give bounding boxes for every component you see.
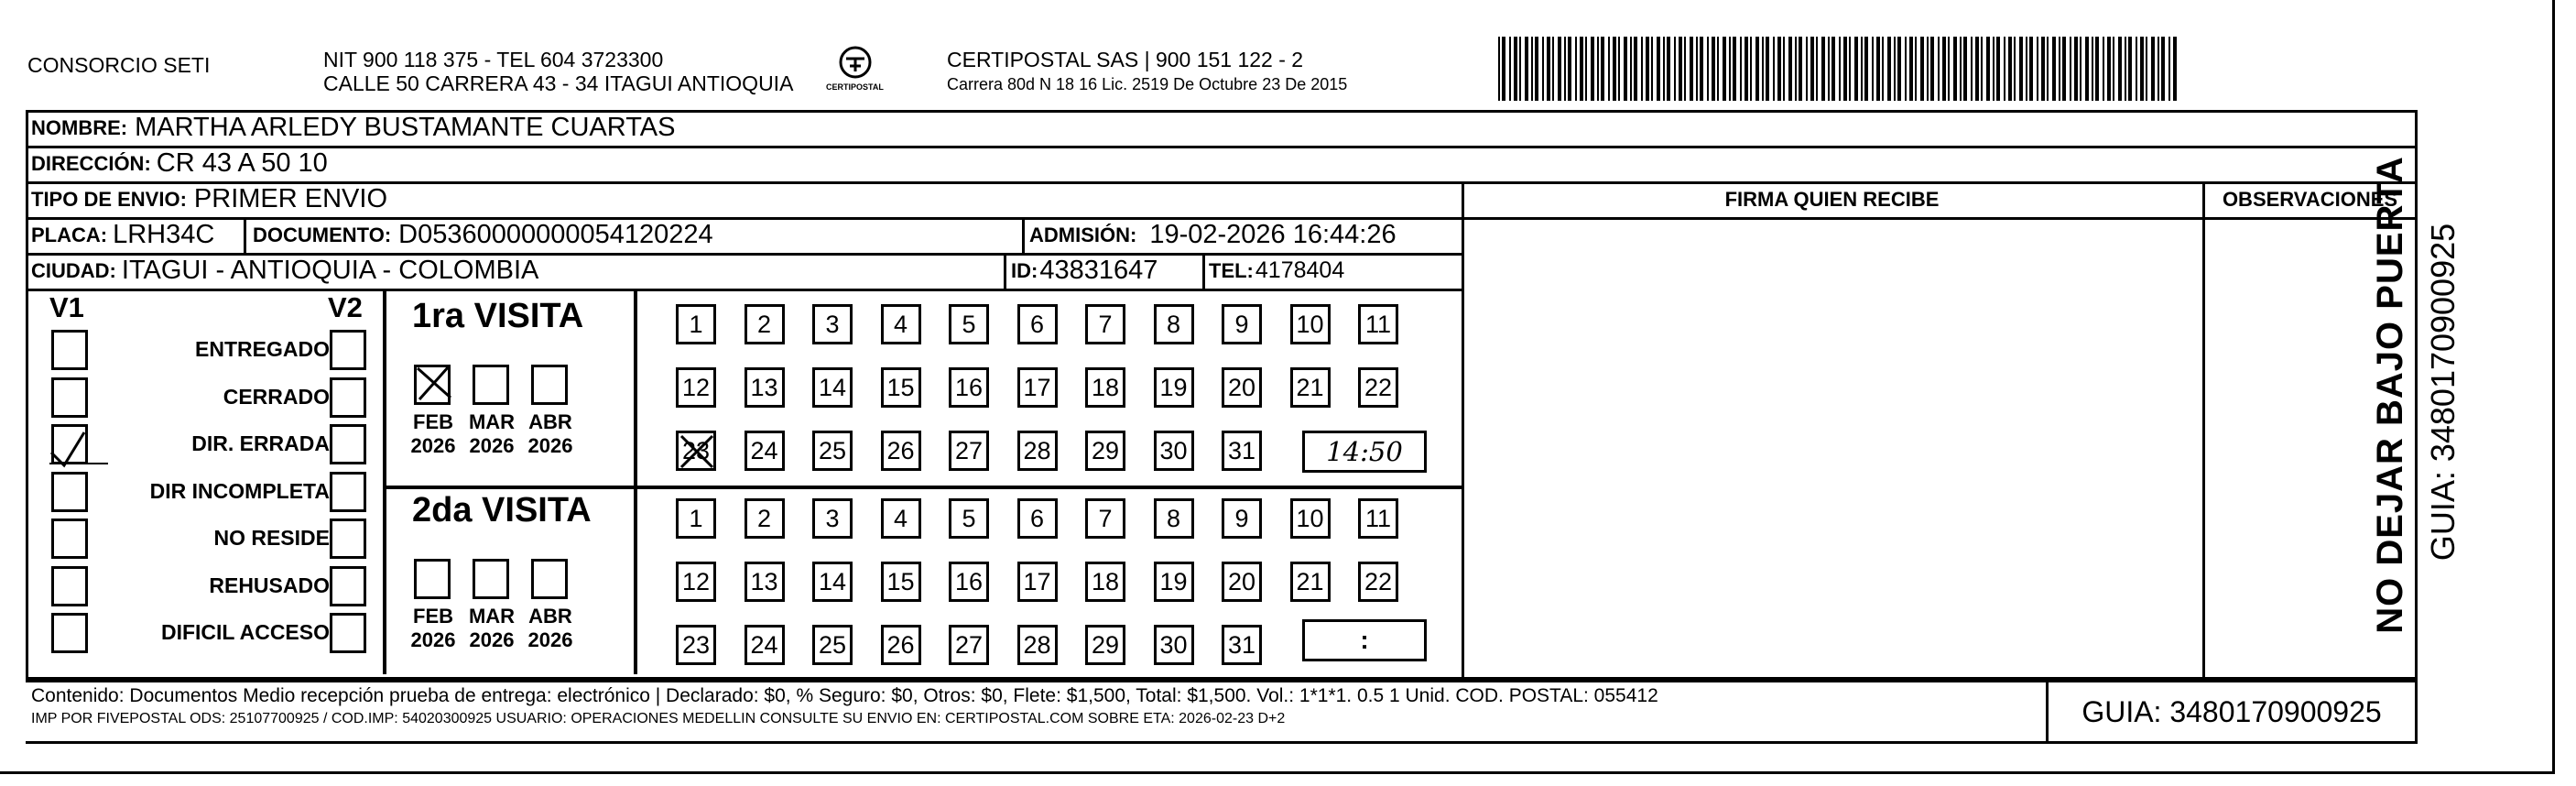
v1-checkbox[interactable] [51, 566, 88, 606]
month-checkbox[interactable] [531, 365, 568, 405]
day-box[interactable]: 24 [745, 625, 785, 665]
first-visit-time [1302, 431, 1427, 473]
id-label: ID: [1011, 258, 1038, 282]
month-label [460, 410, 524, 458]
side-guia: GUIA: 3480170900925 [2424, 223, 2462, 562]
status-option-label: NO RESIDE [213, 526, 330, 550]
barcode-bar [1942, 37, 1946, 101]
tel-value: 4178404 [1255, 257, 1345, 283]
barcode-bar [1525, 37, 1528, 101]
day-box[interactable]: 26 [881, 431, 921, 471]
admision-label: ADMISIÓN: [1029, 223, 1137, 246]
month-label [518, 605, 582, 652]
barcode-bar [1624, 37, 1627, 101]
documento-label: DOCUMENTO: [253, 223, 392, 246]
barcode-bar [1591, 37, 1594, 101]
day-box[interactable]: 16 [949, 562, 989, 602]
month-label [460, 605, 524, 652]
col-line [1462, 181, 1464, 680]
day-box[interactable]: 12 [676, 367, 716, 408]
day-box[interactable]: 14 [812, 562, 853, 602]
day-box[interactable]: 20 [1222, 367, 1262, 408]
month-checkbox[interactable] [531, 559, 568, 599]
day-box[interactable]: 25 [812, 431, 853, 471]
barcode-bar [1887, 37, 1891, 101]
barcode-bar [1799, 37, 1802, 101]
barcode-bar [2118, 37, 2122, 101]
placa-row [31, 217, 214, 253]
barcode-bar [1816, 37, 1818, 101]
day-box[interactable]: 16 [949, 367, 989, 408]
barcode-bar [1634, 37, 1637, 101]
day-box[interactable]: 31 [1222, 625, 1262, 665]
address-line: CALLE 50 CARRERA 43 - 34 ITAGUI ANTIOQUIA [323, 71, 794, 95]
footer-imp: IMP POR FIVEPOSTAL ODS: 25107700925 / COD.IMP: 54020300925 USUARIO: OPERACIONES MEDELLIN CONSULTE SU ENVIO EN: CERTIPOSTAL.COM SOBRE ETA: 2026-02-23 D+2 [31, 711, 1286, 726]
day-box[interactable]: 10 [1290, 498, 1331, 539]
certipostal-line: CERTIPOSTAL SAS | 900 151 122 - 2 [947, 48, 1304, 71]
day-box[interactable]: 18 [1085, 562, 1125, 602]
barcode-bar [1700, 37, 1703, 101]
col-line [1202, 253, 1205, 289]
barcode-bar [2125, 37, 2126, 101]
nit-line: NIT 900 118 375 - TEL 604 3723300 [323, 48, 664, 71]
placa-label: PLACA: [31, 223, 108, 246]
row-line [1462, 217, 2418, 220]
v2-label: V2 [328, 291, 363, 323]
day-box[interactable]: 6 [1017, 498, 1058, 539]
day-box[interactable]: 6 [1017, 304, 1058, 344]
barcode-bar [2019, 37, 2023, 101]
barcode-bar [1905, 37, 1907, 101]
id-row [1011, 253, 1158, 289]
barcode-bar [1755, 37, 1759, 101]
barcode-bar [1696, 37, 1698, 101]
day-box[interactable]: 1 [676, 498, 716, 539]
v2-checkbox[interactable] [330, 613, 366, 653]
day-box[interactable]: 22 [1358, 562, 1398, 602]
barcode-bar [2095, 37, 2099, 101]
month-checkbox[interactable] [414, 559, 451, 599]
barcode-bar [2140, 37, 2144, 101]
barcode-bar [2158, 37, 2159, 101]
barcode-bar [2008, 37, 2012, 101]
second-visit-title: 2da VISITA [412, 491, 592, 529]
day-box[interactable]: 15 [881, 562, 921, 602]
day-box[interactable]: 27 [949, 625, 989, 665]
v2-checkbox[interactable] [330, 330, 366, 370]
barcode-bar [1498, 37, 1500, 101]
barcode-bar [1535, 37, 1538, 101]
tel-label: TEL: [1209, 258, 1254, 282]
day-box[interactable]: 27 [949, 431, 989, 471]
month-year: 2026 [527, 628, 573, 651]
month-label [401, 605, 465, 652]
barcode-bar [1783, 37, 1785, 101]
documento-value: D05360000000054120224 [398, 220, 713, 249]
barcode-bar [2047, 37, 2049, 101]
barcode-bar [1568, 37, 1571, 101]
barcode-bar [1872, 37, 1874, 101]
day-box[interactable]: 23 [676, 431, 716, 471]
day-box[interactable]: 12 [676, 562, 716, 602]
visit-divider [383, 486, 1462, 489]
barcode-bar [2136, 37, 2137, 101]
day-box[interactable]: 9 [1222, 304, 1262, 344]
month-label [401, 410, 465, 458]
status-option-label: CERRADO [223, 384, 330, 409]
month-year: 2026 [410, 434, 456, 457]
barcode-bar [2052, 37, 2056, 101]
barcode-bar [1502, 37, 1505, 101]
barcode-bar [1927, 37, 1929, 101]
barcode-bar [1667, 37, 1670, 101]
barcode-bar [2113, 37, 2114, 101]
day-box[interactable]: 7 [1085, 498, 1125, 539]
row-line [26, 146, 2418, 148]
barcode-bar [1894, 37, 1896, 101]
barcode-bar [2037, 37, 2038, 101]
day-cross-mark-icon [676, 431, 718, 476]
barcode-bar [1996, 37, 2000, 101]
barcode-bar [1971, 37, 1973, 101]
barcode-bar [1960, 37, 1962, 101]
second-visit-time-value: : [1360, 626, 1369, 654]
day-box[interactable]: 18 [1085, 367, 1125, 408]
col-line [1004, 253, 1006, 289]
barcode-bar [1993, 37, 1994, 101]
day-box[interactable]: 19 [1154, 367, 1194, 408]
barcode-bar [1707, 37, 1709, 101]
barcode-bar [1953, 37, 1957, 101]
nombre-row [31, 110, 675, 146]
barcode-bar [1876, 37, 1880, 101]
barcode-bar [1915, 37, 1917, 101]
barcode-bar [2074, 37, 2078, 101]
day-box[interactable]: 25 [812, 625, 853, 665]
barcode-bar [2059, 37, 2060, 101]
day-box[interactable]: 21 [1290, 367, 1331, 408]
day-box[interactable]: 29 [1085, 431, 1125, 471]
barcode-bar [1729, 37, 1731, 101]
barcode-bar [1733, 37, 1736, 101]
barcode-bar [2026, 37, 2027, 101]
barcode-bar [1597, 37, 1599, 101]
barcode [1498, 37, 2178, 101]
barcode-bar [1861, 37, 1863, 101]
day-box[interactable]: 17 [1017, 367, 1058, 408]
barcode-bar [2070, 37, 2071, 101]
status-divider [383, 291, 386, 674]
day-box[interactable]: 3 [812, 304, 853, 344]
barcode-bar [1849, 37, 1851, 101]
v1-checkbox[interactable] [51, 613, 88, 653]
tipo-row [31, 181, 387, 217]
barcode-bar [1509, 37, 1511, 101]
barcode-bar [1745, 37, 1748, 101]
barcode-bar [1773, 37, 1775, 101]
side-notice: NO DEJAR BAJO PUERTA [2369, 156, 2410, 634]
day-box[interactable]: 3 [812, 498, 853, 539]
barcode-bar [1531, 37, 1533, 101]
barcode-bar [1948, 37, 1950, 101]
barcode-bar [1684, 37, 1686, 101]
v1-checkbox[interactable] [51, 519, 88, 559]
footer-contenido: Contenido: Documentos Medio recepción prueba de entrega: electrónico | Declarado: $0, % Seguro: $0, Otros: $0, Flete: $1,500, Total: $1,500. Vol.: 1*1*1. 0.5 1 Unid. COD. POSTAL: 055412 [31, 685, 1658, 706]
status-option-label: DIR. ERRADA [191, 431, 330, 455]
status-option-label: ENTREGADO [195, 337, 330, 361]
day-box[interactable]: 1 [676, 304, 716, 344]
barcode-bar [1613, 37, 1616, 101]
month-name: FEB [413, 410, 453, 433]
v1-label: V1 [49, 291, 84, 323]
day-box[interactable]: 13 [745, 367, 785, 408]
nombre-value: MARTHA ARLEDY BUSTAMANTE CUARTAS [135, 113, 676, 142]
barcode-bar [2128, 37, 2132, 101]
month-checkbox[interactable] [473, 559, 509, 599]
v1-checkbox[interactable] [51, 472, 88, 512]
barcode-bar [1975, 37, 1979, 101]
barcode-bar [2161, 37, 2165, 101]
direccion-label: DIRECCIÓN: [31, 151, 151, 175]
v2-checkbox[interactable] [330, 566, 366, 606]
month-year: 2026 [469, 628, 515, 651]
company-name: CONSORCIO SETI [27, 53, 211, 77]
day-box[interactable]: 28 [1017, 625, 1058, 665]
barcode-bar [1762, 37, 1764, 101]
day-box[interactable]: 2 [745, 498, 785, 539]
checkmark-icon [48, 427, 112, 475]
day-box[interactable]: 22 [1358, 367, 1398, 408]
month-label [518, 410, 582, 458]
barcode-bar [1547, 37, 1550, 101]
cross-mark-icon [414, 363, 456, 409]
day-box[interactable]: 13 [745, 562, 785, 602]
day-box[interactable]: 5 [949, 304, 989, 344]
barcode-bar [1723, 37, 1726, 101]
barcode-bar [1717, 37, 1719, 101]
barcode-bar [1777, 37, 1781, 101]
barcode-bar [1630, 37, 1632, 101]
barcode-bar [2085, 37, 2089, 101]
day-box[interactable]: 29 [1085, 625, 1125, 665]
barcode-bar [2029, 37, 2033, 101]
day-box[interactable]: 14 [812, 367, 853, 408]
v2-checkbox[interactable] [330, 377, 366, 418]
barcode-bar [2080, 37, 2081, 101]
first-visit-time-value: 14:50 [1326, 436, 1403, 467]
barcode-bar [1552, 37, 1554, 101]
day-box[interactable]: 11 [1358, 498, 1398, 539]
barcode-bar [1864, 37, 1868, 101]
barcode-bar [1821, 37, 1825, 101]
day-box[interactable]: 21 [1290, 562, 1331, 602]
day-box[interactable]: 15 [881, 367, 921, 408]
barcode-bar [1930, 37, 1934, 101]
barcode-bar [1514, 37, 1517, 101]
barcode-bar [2041, 37, 2045, 101]
barcode-bar [2103, 37, 2104, 101]
barcode-bar [1828, 37, 1830, 101]
footer-bottom-line [26, 741, 2046, 744]
v1-checkbox[interactable] [51, 377, 88, 418]
day-box[interactable]: 26 [881, 625, 921, 665]
barcode-bar [1712, 37, 1715, 101]
admision-value: 19-02-2026 16:44:26 [1149, 220, 1397, 249]
barcode-bar [1585, 37, 1587, 101]
day-box[interactable]: 30 [1154, 431, 1194, 471]
barcode-bar [1795, 37, 1797, 101]
day-box[interactable]: 30 [1154, 625, 1194, 665]
barcode-bar [1897, 37, 1901, 101]
month-year: 2026 [469, 434, 515, 457]
tipo-label: TIPO DE ENVIO: [31, 187, 187, 211]
barcode-bar [1882, 37, 1884, 101]
month-name: FEB [413, 605, 453, 628]
month-year: 2026 [410, 628, 456, 651]
observaciones-header: OBSERVACIONES [2222, 187, 2398, 211]
day-box[interactable]: 4 [881, 304, 921, 344]
col-line [2202, 181, 2205, 680]
barcode-bar [1986, 37, 1990, 101]
ciudad-label: CIUDAD: [31, 258, 116, 282]
day-box[interactable]: 7 [1085, 304, 1125, 344]
barcode-bar [1750, 37, 1752, 101]
month-name: MAR [468, 605, 516, 628]
col-line [1022, 217, 1025, 253]
month-name: ABR [528, 410, 572, 433]
month-year: 2026 [527, 434, 573, 457]
barcode-bar [1657, 37, 1660, 101]
barcode-bar [1806, 37, 1808, 101]
ciudad-value: ITAGUI - ANTIOQUIA - COLOMBIA [121, 256, 539, 285]
barcode-bar [1618, 37, 1620, 101]
day-box[interactable]: 17 [1017, 562, 1058, 602]
day-box[interactable]: 19 [1154, 562, 1194, 602]
documento-row [253, 217, 713, 253]
status-option-label: DIR INCOMPLETA [149, 478, 330, 503]
barcode-bar [1690, 37, 1693, 101]
direccion-value: CR 43 A 50 10 [156, 148, 328, 178]
barcode-bar [1608, 37, 1610, 101]
status-option-label: DIFICIL ACCESO [160, 620, 330, 644]
barcode-bar [1663, 37, 1665, 101]
day-box[interactable]: 20 [1222, 562, 1262, 602]
day-box[interactable]: 24 [745, 431, 785, 471]
barcode-bar [1580, 37, 1583, 101]
day-box[interactable]: 8 [1154, 498, 1194, 539]
barcode-bar [1740, 37, 1742, 101]
day-box[interactable]: 23 [676, 625, 716, 665]
barcode-bar [1646, 37, 1649, 101]
barcode-bar [2151, 37, 2155, 101]
first-visit-title: 1ra VISITA [412, 297, 584, 335]
barcode-bar [1788, 37, 1792, 101]
barcode-bar [2062, 37, 2066, 101]
logo-text: CERTIPOSTAL [826, 82, 884, 92]
barcode-bar [1575, 37, 1577, 101]
day-box[interactable]: 9 [1222, 498, 1262, 539]
day-box[interactable]: 4 [881, 498, 921, 539]
barcode-bar [1564, 37, 1566, 101]
barcode-bar [1674, 37, 1676, 101]
second-visit-time [1302, 619, 1427, 661]
barcode-bar [1843, 37, 1847, 101]
barcode-bar [2146, 37, 2147, 101]
barcode-bar [2092, 37, 2093, 101]
v2-checkbox[interactable] [330, 424, 366, 464]
barcode-bar [1810, 37, 1814, 101]
barcode-bar [1963, 37, 1967, 101]
barcode-bar [1641, 37, 1643, 101]
ciudad-row [31, 253, 538, 289]
barcode-bar [2014, 37, 2016, 101]
barcode-bar [1981, 37, 1983, 101]
barcode-bar [1519, 37, 1521, 101]
barcode-bar [1920, 37, 1924, 101]
barcode-bar [1766, 37, 1769, 101]
v2-checkbox[interactable] [330, 472, 366, 512]
footer-guia: GUIA: 3480170900925 [2081, 694, 2382, 728]
day-box[interactable]: 8 [1154, 304, 1194, 344]
col-line [244, 217, 246, 253]
nombre-label: NOMBRE: [31, 115, 128, 139]
barcode-bar [1558, 37, 1561, 101]
month-checkbox[interactable] [473, 365, 509, 405]
barcode-bar [2168, 37, 2170, 101]
v1-checkbox[interactable] [51, 330, 88, 370]
barcode-bar [1909, 37, 1913, 101]
barcode-bar [1831, 37, 1835, 101]
month-name: ABR [528, 605, 572, 628]
day-box[interactable]: 31 [1222, 431, 1262, 471]
status-option-label: REHUSADO [209, 573, 330, 597]
barcode-bar [1679, 37, 1682, 101]
id-value: 43831647 [1039, 256, 1158, 285]
admision-row [1029, 217, 1397, 253]
direccion-row [31, 146, 328, 181]
barcode-bar [1938, 37, 1940, 101]
barcode-bar [1542, 37, 1544, 101]
certipostal-logo-icon [826, 42, 884, 97]
day-box[interactable]: 10 [1290, 304, 1331, 344]
day-box[interactable]: 11 [1358, 304, 1398, 344]
barcode-bar [2173, 37, 2177, 101]
placa-value: LRH34C [113, 220, 215, 249]
day-box[interactable]: 5 [949, 498, 989, 539]
barcode-bar [1839, 37, 1841, 101]
license-line: Carrera 80d N 18 16 Lic. 2519 De Octubre 23 De 2015 [947, 75, 1348, 93]
month-name: MAR [468, 410, 516, 433]
barcode-bar [1651, 37, 1653, 101]
month-divider [634, 291, 637, 674]
firma-header: FIRMA QUIEN RECIBE [1724, 187, 1940, 211]
barcode-bar [2004, 37, 2005, 101]
tipo-value: PRIMER ENVIO [193, 184, 388, 213]
barcode-bar [1854, 37, 1858, 101]
v2-checkbox[interactable] [330, 519, 366, 559]
tel-row [1209, 253, 1344, 289]
day-box[interactable]: 28 [1017, 431, 1058, 471]
barcode-bar [2107, 37, 2111, 101]
barcode-bar [1601, 37, 1604, 101]
day-box[interactable]: 2 [745, 304, 785, 344]
